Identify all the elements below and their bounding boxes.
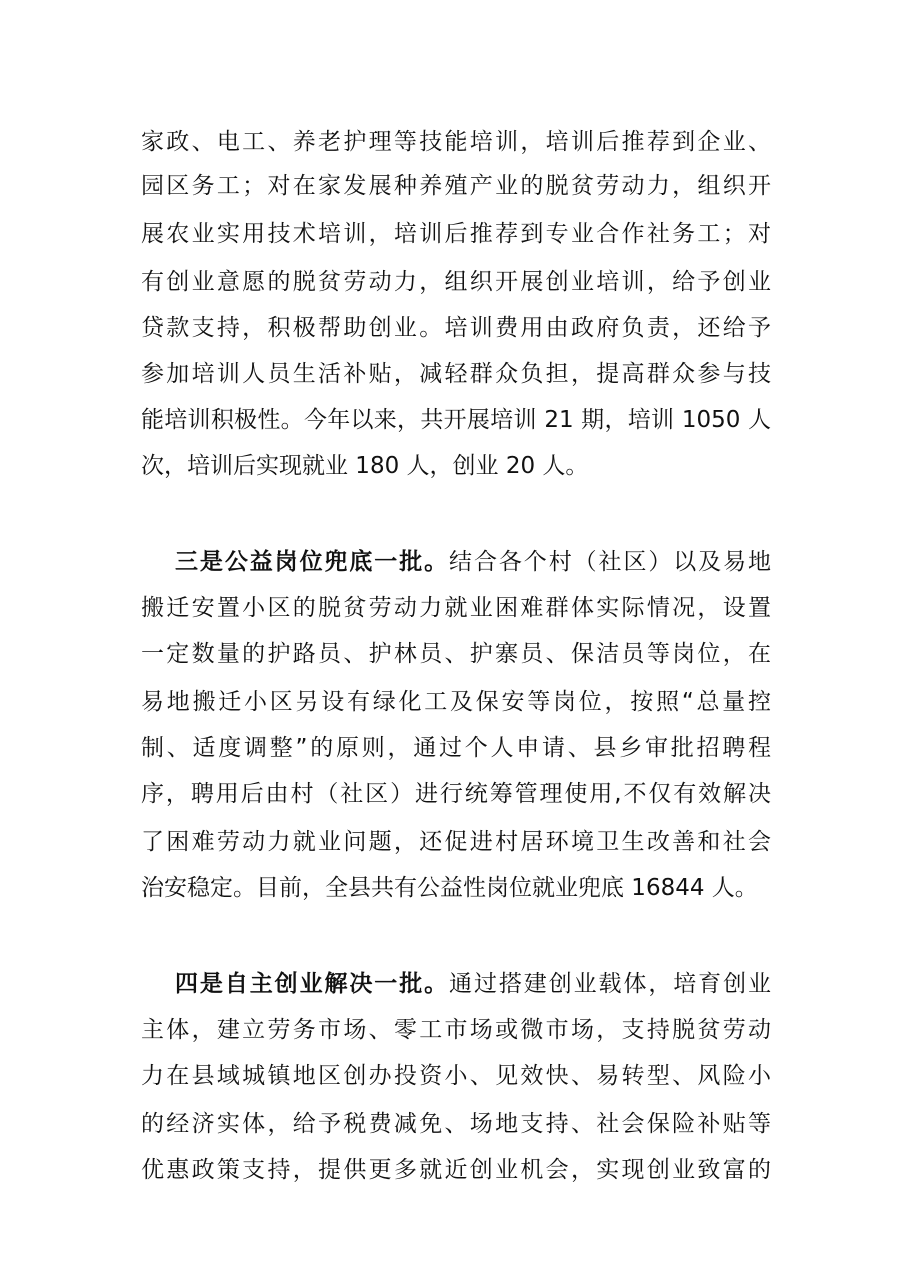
text-line: 展农业实用技术培训，培训后推荐到专业合作社务工；对: [141, 221, 771, 247]
text-line: 易地搬迁小区另设有绿化工及保安等岗位，按照“总量控: [141, 689, 771, 715]
text-line-first: [141, 962, 771, 1006]
text-line: 了困难劳动力就业问题，还促进村居环境卫生改善和社会: [141, 829, 771, 855]
text-line: 制、适度调整”的原则，通过个人申请、县乡审批招聘程: [141, 735, 771, 761]
text-line: 能培训积极性。今年以来，共开展培训 21 期，培训 1050 人: [141, 407, 771, 433]
text-line: 优惠政策支持，提供更多就近创业机会，实现创业致富的: [141, 1157, 771, 1183]
text-line: 搬迁安置小区的脱贫劳动力就业困难群体实际情况，设置: [141, 595, 771, 621]
text-line: 园区务工；对在家发展种养殖产业的脱贫劳动力，组织开: [141, 173, 771, 199]
paragraph-lead-heading: 三是公益岗位兜底一批。: [175, 549, 450, 575]
text-line: 的经济实体，给予税费减免、场地支持、社会保险补贴等: [141, 1111, 771, 1137]
text-line: 一定数量的护路员、护林员、护寨员、保洁员等岗位，在: [141, 641, 771, 667]
text-line-first: [141, 540, 771, 584]
text-line-rest: 通过搭建创业载体，培育创业: [449, 971, 772, 997]
text-line: 贷款支持，积极帮助创业。培训费用由政府负责，还给予: [141, 315, 771, 341]
text-line: 治安稳定。目前，全县共有公益性岗位就业兜底 16844 人。: [141, 875, 758, 901]
text-line: 家政、电工、养老护理等技能培训，培训后推荐到企业、: [141, 129, 771, 155]
text-line: 次，培训后实现就业 180 人，创业 20 人。: [141, 453, 589, 479]
paragraph-lead-heading: 四是自主创业解决一批。: [175, 971, 450, 997]
text-line: 参加培训人员生活补贴，减轻群众负担，提高群众参与技: [141, 361, 771, 387]
text-line-rest: 结合各个村（社区）以及易地: [449, 549, 772, 575]
text-line: 序，聘用后由村（社区）进行统筹管理使用,不仅有效解决: [141, 781, 771, 807]
text-line: 主体，建立劳务市场、零工市场或微市场，支持脱贫劳动: [141, 1017, 771, 1043]
text-line: 力在县域城镇地区创办投资小、见效快、易转型、风险小: [141, 1063, 771, 1089]
text-line: 有创业意愿的脱贫劳动力，组织开展创业培训，给予创业: [141, 269, 771, 295]
